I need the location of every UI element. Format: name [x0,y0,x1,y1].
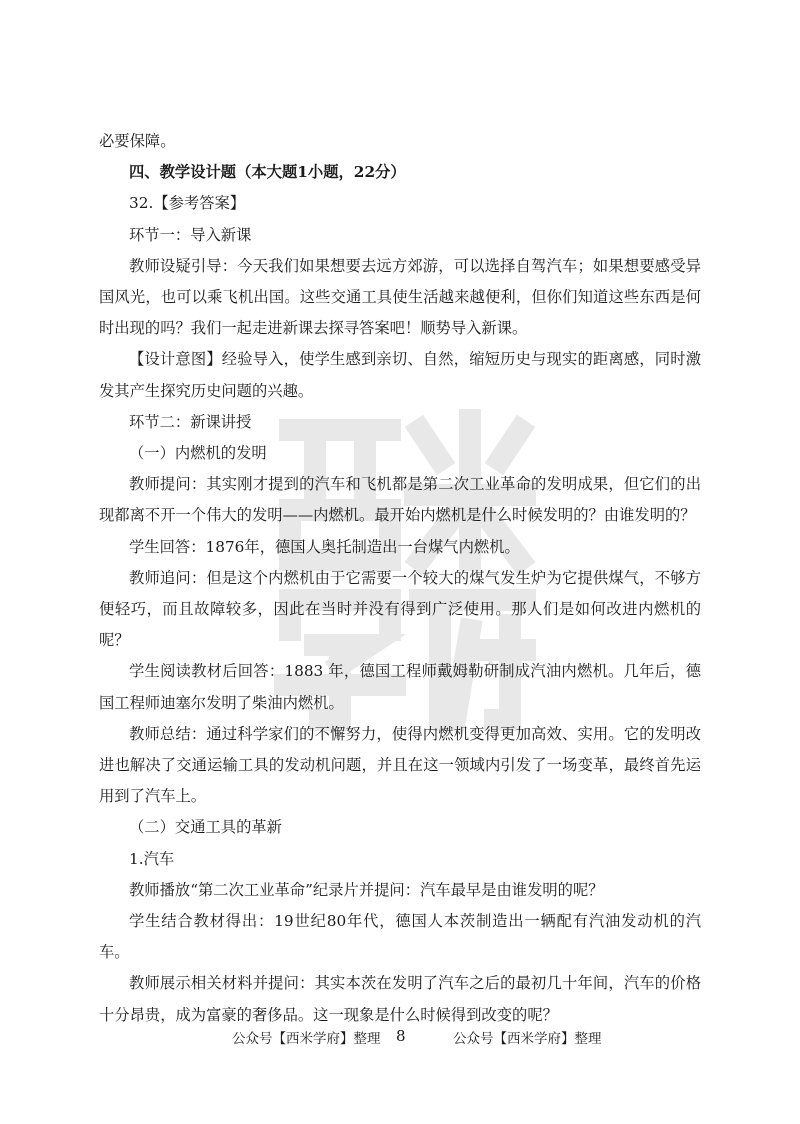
paragraph-student-reading: 学生阅读教材后回答：1883 年，德国工程师戴姆勒研制成汽油内燃机。几年后，德国工程师迪塞尔发明了柴油内燃机。 [99,662,701,712]
paragraph-teacher-intro: 教师设疑引导：今天我们如果想要去远方郊游，可以选择自驾汽车；如果想要感受异国风光，也可以乘飞机出国。这些交通工具使生活越来越便利，但你们知道这些东西是何时出现的吗？我们一起走进新课去探寻答案吧！顺势导入新课。 [99,256,701,338]
paragraph-teacher-followup: 教师追问：但是这个内燃机由于它需要一个较大的煤气发生炉为它提供煤气，不够方便轻巧，而且故障较多，因此在当时并没有得到广泛使用。那人们是如何改进内燃机的呢？ [99,568,701,650]
step-one-heading: 环节一：导入新课 [129,225,252,244]
subsection-engine: （一）内燃机的发明 [129,444,267,463]
paragraph-teacher-question: 教师提问：其实刚才提到的汽车和飞机都是第二次工业革命的发明成果，但它们的出现都离不开一个伟大的发明——内燃机。最开始内燃机是什么时候发明的？由谁发明的？ [99,475,701,525]
answer-label: 32.【参考答案】 [129,194,246,213]
step-two-heading: 环节二：新课讲授 [129,412,252,431]
section-heading: 四、教学设计题（本大题1小题，22分） [129,163,406,182]
paragraph-student-answer: 学生回答：1876年，德国人奥托制造出一台煤气内燃机。 [129,537,520,556]
item-car: 1.汽车 [129,849,175,868]
document-body [99,126,701,1031]
paragraph-design-intent: 【设计意图】经验导入，使学生感到亲切、自然，缩短历史与现实的距离感，同时激发其产生探究历史问题的兴趣。 [99,350,701,400]
page-number: 8 [396,1027,406,1045]
paragraph-student-textbook: 学生结合教材得出：19世纪80年代，德国人本茨制造出一辆配有汽油发动机的汽车。 [99,912,701,962]
paragraph-documentary: 教师播放“第二次工业革命”纪录片并提问：汽车最早是由谁发明的呢？ [129,880,604,899]
page-footer [0,1027,800,1051]
paragraph-continuation: 必要保障。 [99,132,176,150]
footer-left-text: 公众号【西米学府】整理 [232,1031,381,1047]
paragraph-teacher-summary: 教师总结：通过科学家们的不懈努力，使得内燃机变得更加高效、实用。它的发明改进也解决了交通运输工具的发动机问题，并且在这一领域内引发了一场变革，最终首先运用到了汽车上。 [99,724,701,806]
footer-right-text: 公众号【西米学府】整理 [453,1031,602,1047]
subsection-transport: （二）交通工具的革新 [129,818,282,837]
paragraph-teacher-materials: 教师展示相关材料并提问：其实本茨在发明了汽车之后的最初几十年间，汽车的价格十分昂贵，成为富豪的奢侈品。这一现象是什么时候得到改变的呢？ [99,974,701,1024]
